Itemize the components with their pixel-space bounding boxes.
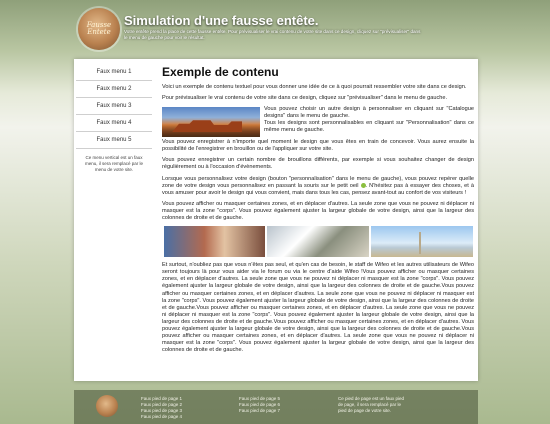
sidebar-menu [74,64,154,149]
content-paragraph: Vous pouvez choisir un autre design à personnaliser en cliquant sur "Catalogue designs" dans le menu de gauche. [264,106,474,120]
sidebar [74,59,154,381]
footer-link[interactable]: Faux pied de page 1 [141,396,183,401]
content-paragraph: Pour prévisualiser le vrai contenu de votre site dans ce design, cliquez sur "prévisualiser" dans le menu de gauche. [162,95,448,102]
content-paragraph: Voici un exemple de contenu textuel pour vous donner une idée de ce à quoi pourrait ressembler votre site dans ce design. [162,84,467,90]
content-paragraph: Tous les designs sont personnalisables en cliquant sur "Personnalisation" dans ce même menu de gauche. [264,120,474,134]
site-subtitle: Votre entête prend la place de cette fausse entête. Pour prévisualiser le vrai contenu de votre site dans ce design, cliquez sur "prévisualiser" dans le menu de gauche pour voir le résultat. [124,29,421,40]
footer-link[interactable]: Faux pied de page 2 [141,402,183,407]
site-title: Simulation d'une fausse entête. [124,13,319,28]
footer-column-1 [141,396,182,420]
content-paragraph: Vous pouvez afficher ou masquer certaines zones, et en déplacer d'autres. La seule zone que vous ne pouvez ni déplacer ni masquer est la zone "corps". Vous pouvez également ajuster la largeur globale de votre design, ainsi que la largeur des colonnes de droite et de gauche. [162,200,474,222]
sidebar-item-5[interactable]: Faux menu 5 [76,132,152,149]
content-text: . N'hésitez pas à essayer des choses, et à vous amuser pour avoir le design qui vous convient, mais dans tous les cas, pensez avant-tout au confort de vos visiteurs ! [162,182,474,196]
desert-landscape-image [162,107,260,137]
gallery-image-hands [164,226,265,257]
content-paragraph: Vous pouvez enregistrer un certain nombre de brouillons différents, par exemple si vous souhaitez changer de design régulièrement ou à l'occasion d'évènements. [162,157,474,171]
header [0,0,550,58]
content-paragraph [162,176,474,197]
footer-note: Ce pied de page est un faux pied de page, il sera remplacé par le pied de page de votre site. [338,396,405,413]
main-content [162,63,474,381]
footer-link[interactable]: Faux pied de page 6 [239,402,281,407]
content-title: Exemple de contenu [162,65,279,79]
content-paragraph: Vous pouvez enregistrer à n'importe quel moment le design que vous êtes en train de concevoir. Vous aurez ensuite la possibilité de l'enregistrer en brouillon ou de l'appliquer sur votre site. [162,139,474,153]
footer-link[interactable]: Faux pied de page 4 [141,414,183,419]
footer-link[interactable]: Faux pied de page 7 [239,408,281,413]
footer [74,390,478,424]
footer-column-3 [338,396,408,414]
logo-text: Fausse Entete [86,21,112,36]
gallery-image-sky [371,226,473,257]
footer-logo [96,395,118,417]
image-gallery [164,226,474,257]
sidebar-note: Ce menu vertical est un faux menu, il sera remplacé par le menu de votre site. [84,155,144,172]
site-logo[interactable] [78,8,120,50]
sidebar-item-3[interactable]: Faux menu 3 [76,98,152,115]
sidebar-item-1[interactable]: Faux menu 1 [76,64,152,81]
page-container [74,59,478,381]
sidebar-item-2[interactable]: Faux menu 2 [76,81,152,98]
sidebar-item-4[interactable]: Faux menu 4 [76,115,152,132]
content-paragraph: Et surtout, n'oubliez pas que vous n'êtes pas seul, et qu'en cas de besoin, le staff de Wifeo et les autres utilisateurs de Wifeo seront toujours là pour vous aider via le forum ou via le centre d'aide Wifeo !Vous pouvez afficher ou masquer certaines zones, et en déplacer d'autres. La seule zone que vous ne pouvez ni déplacer ni masquer est la zone "corps". Vous pouvez également ajuster la largeur globale de votre design, ainsi que la largeur des colonnes de droite et de gauche.Vous pouvez afficher ou masquer certaines zones, et en déplacer d'autres. La seule zone que vous ne pouvez ni déplacer ni masquer est la zone "corps". Vous pouvez également ajuster la largeur globale de votre design, ainsi que la largeur des colonnes de droite et de gauche.Vous pouvez afficher ou masquer certaines zones, et en déplacer d'autres. La seule zone que vous ne pouvez ni déplacer ni masquer est la zone "corps". Vous pouvez également ajuster la largeur globale de votre design, ainsi que la largeur des colonnes de droite et de gauche.Vous pouvez afficher ou masquer certaines zones, et en déplacer d'autres. Vous pouvez également ajuster la largeur globale de votre design, ainsi que la largeur des colonnes de droite et de gauche.Vous pouvez afficher ou masquer certaines zones, et en déplacer d'autres. La seule zone que vous ne pouvez ni déplacer ni masquer est la zone "corps". Vous pouvez également ajuster la largeur globale de votre design, ainsi que la largeur des colonnes de droite et de gauche. [162,262,474,354]
footer-link[interactable]: Faux pied de page 5 [239,396,281,401]
gallery-image-mountain [267,226,369,257]
content-text: Lorsque vous personnalisez votre design (bouton "personnalisation" dans le menu de gauche), vous pouvez repérer quelle zone de votre design vous personnalisez en passant la souris sur le petit oeil [162,175,474,189]
footer-column-2 [239,396,280,414]
footer-link[interactable]: Faux pied de page 3 [141,408,183,413]
